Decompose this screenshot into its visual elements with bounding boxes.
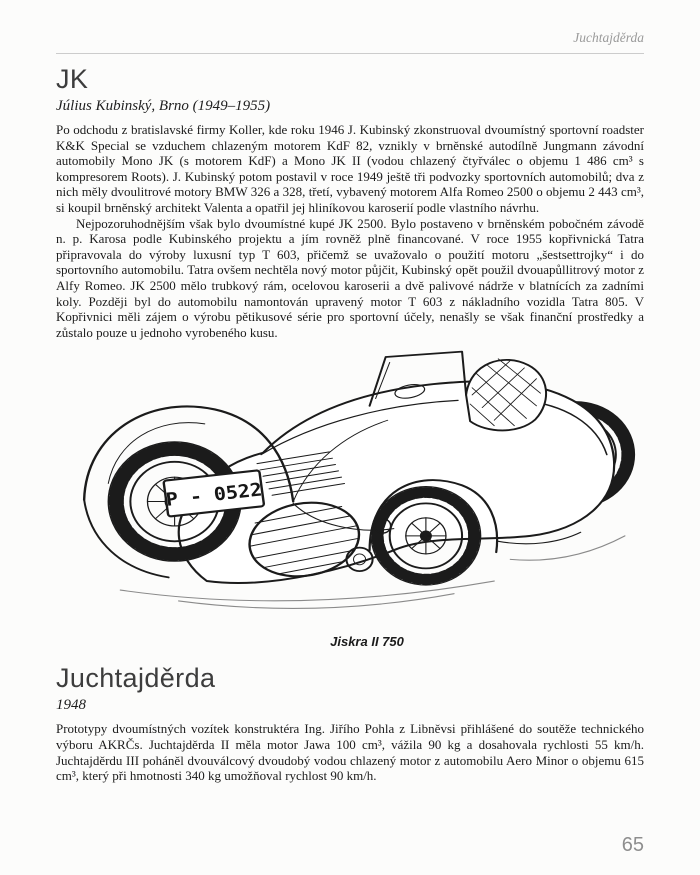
figure-caption: Jiskra II 750 — [330, 634, 404, 650]
running-header: Juchtajděrda — [573, 30, 644, 45]
car-illustration — [56, 348, 644, 628]
paragraph: Po odchodu z bratislavské firmy Koller, kde roku 1946 J. Kubinský zkonstruoval dvoumístný sportovní roadster K&K Special se vzduchem chlazeným motorem KdF 82, vznikly v brněnské autodílně Jungmann závodní automobily Mono JK (s motorem KdF) a Mono JK II (vodou chlazený čtyřválec o objemu 1 486 cm³ s kompresorem Roots). J. Kubinský potom postavil v roce 1949 ještě tři podvozky sportovních automobilů; dva z nich měly dvoulitrové motory BMW 326 a 328, třetí, vybavený motorem Alfa Romeo 2500 o objemu 2 443 cm³, si koupil brněnský architekt Valenta a opatřil jej hliníkovou karoserií podle vlastního návrhu. — [56, 122, 644, 215]
section-title-jk: JK — [56, 64, 89, 94]
page-margin-box — [56, 0, 644, 875]
section-subtitle-juchtajderda: 1948 — [56, 697, 86, 714]
license-plate-text: P - 0522 — [164, 478, 264, 511]
page-content — [56, 0, 644, 856]
figure-jiskra — [56, 348, 644, 649]
section-juchtajderda — [56, 663, 644, 783]
section-title-juchtajderda: Juchtajděrda — [56, 663, 216, 694]
section-jk — [56, 64, 644, 340]
page-number: 65 — [621, 834, 644, 856]
section-subtitle-jk: Július Kubinský, Brno (1949–1955) — [56, 98, 271, 114]
paragraph: Nejpozoruhodnějším však bylo dvoumístné kupé JK 2500. Bylo postaveno v brněnském pobočném závodě n. p. Karosa podle Kubinského projektu a jím rovněž plně financované. V roce 1955 kopřivnická Tatra připravovala do výroby luxusní typ T 603, přičemž se uvažovalo o použití motoru „šestsettrojky“ i do sportovního automobilu. Tatra ovšem nechtěla nový motor půjčit, Kubinský opět použil dvouapůllitrový motor z Alfy Romeo. JK 2500 mělo trubkový rám, ocelovou karoserii a dvě palivové nádrže v blatnících za zadními koly. Později byl do automobilu namontován upravený motor T 603 z nákladního vozidla Tatra 805. V Kopřivnici měli zájem o výrobu pětikusové série pro sportovní účely, nenašly se však finanční prostředky a zůstalo pouze u jednoho vyrobeného kusu. — [56, 215, 644, 340]
headrest-fairing — [466, 359, 546, 431]
paragraph: Prototypy dvoumístných vozítek konstruktéra Ing. Jiřího Pohla z Libněvsi přihlášené do soutěže technického výboru AKRČs. Juchtajděrda II měla motor Jawa 100 cm³, vážila 90 kg a dosahovala rychlosti 55 km/h. Juchtajděrdu III poháněl dvouválcový dvoudobý vodou chlazený motor z automobilu Aero Minor o objemu 615 cm³, který při hmotnosti 340 kg umožňoval rychlost 90 km/h. — [56, 721, 644, 784]
